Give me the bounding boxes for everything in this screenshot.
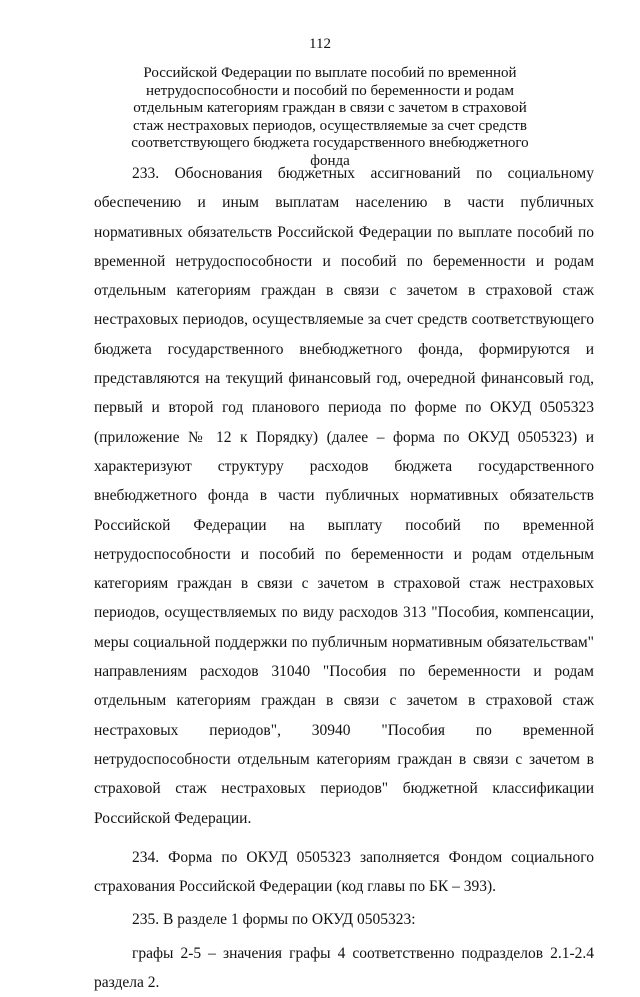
paragraph-235-item: графы 2-5 – значения графы 4 соответственно подразделов 2.1-2.4 раздела 2.: [94, 944, 594, 992]
page-number: 112: [309, 36, 331, 52]
paragraph-235: 235. В разделе 1 формы по ОКУД 0505323:: [132, 911, 416, 929]
document-body: [94, 159, 594, 997]
section-heading: Российской Федерации по выплате пособий по временной нетрудоспособности и пособий по беременности и родам отдельным категориям граждан в связи с зачетом в страховой стаж нестраховых периодов, осуществляемые за счет средств соответствующего бюджета государственного внебюджетного фонда: [131, 65, 529, 169]
paragraph-233: 233. Обоснования бюджетных ассигнований по социальному обеспечению и иным выплатам населению в части публичных нормативных обязательств Российской Федерации по выплате пособий по временной нетрудоспособности и пособий по беременности и родам отдельным категориям граждан в связи с зачетом в страховой стаж нестраховых периодов, осуществляемые за счет средств соответствующего бюджета государственного внебюджетного фонда, формируются и представляются на текущий финансовый год, очередной финансовый год, первый и второй год планового периода по форме по ОКУД 0505323 (приложение № 12 к Порядку) (далее – форма по ОКУД 0505323) и характеризуют структуру расходов бюджета государственного внебюджетного фонда в части публичных нормативных обязательств Российской Федерации на выплату пособий по временной нетрудоспособности и пособий по беременности и родам отдельным категориям граждан в связи с зачетом в страховой стаж нестраховых периодов, осуществляемых по виду расходов 313 "Пособия, компенсации, меры социальной поддержки по публичным нормативным обязательствам" направлениям расходов 31040 "Пособия по беременности и родам отдельным категориям граждан в связи с зачетом в страховой стаж нестраховых периодов", 30940 "Пособия по временной нетрудоспособности отдельным категориям граждан в связи с зачетом в страховой стаж нестраховых периодов" бюджетной классификации Российской Федерации.: [94, 165, 594, 827]
paragraph-234: 234. Форма по ОКУД 0505323 заполняется Фондом социального страхования Российской Федерации (код главы по БК – 393).: [94, 848, 594, 896]
